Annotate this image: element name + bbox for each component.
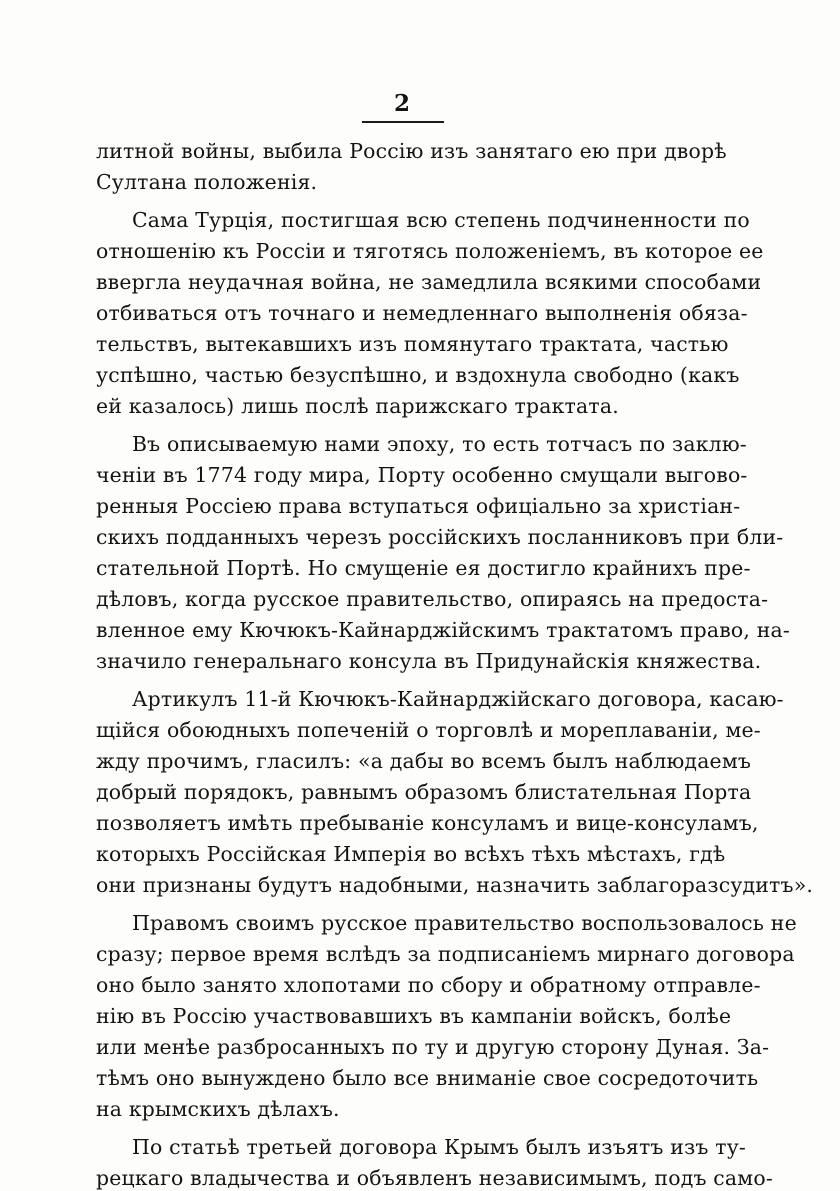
text-line: жду прочимъ, гласилъ: «а дабы во всемъ былъ наблюдаемъ (96, 749, 752, 773)
text-line: или менѣе разбросанныхъ по ту и другую сторону Дуная. За- (96, 1035, 770, 1059)
text-line: тельствъ, вытекавшихъ изъ помянутаго трактата, частью (96, 332, 729, 356)
text-line: Сама Турція, постигшая всю степень подчиненности по (132, 208, 750, 232)
text-line: они признаны будутъ надобными, назначить заблагоразсудитъ». (96, 873, 814, 897)
paragraph-gap (96, 422, 710, 429)
text-line: скихъ подданныхъ черезъ россійскихъ посланниковъ при бли- (96, 525, 784, 549)
body-text (96, 136, 814, 1191)
text-line: позволяетъ имѣть пребываніе консуламъ и вице-консуламъ, (96, 811, 759, 835)
text-line: отношенію къ Россіи и тяготясь положеніемъ, въ которое ее (96, 239, 764, 263)
text-line: оно было занято хлопотами по сбору и обратному отправле- (96, 973, 761, 997)
page-number: 2 (393, 90, 410, 117)
paragraph (96, 1132, 773, 1191)
text-line: значило генеральнаго консула въ Придунайскія княжества. (96, 649, 762, 673)
text-line: тѣмъ оно вынуждено было все вниманіе свое сосредоточить (96, 1066, 759, 1090)
text-line: ей казалось) лишь послѣ парижскаго трактата. (96, 394, 619, 418)
paragraph-gap (96, 198, 710, 205)
text-line: успѣшно, частью безуспѣшно, и вздохнула свободно (какъ (96, 363, 740, 387)
text-line: сразу; первое время вслѣдъ за подписаніемъ мирнаго договора (96, 942, 795, 966)
text-line: на крымскихъ дѣлахъ. (96, 1097, 340, 1121)
header-rule (362, 121, 444, 123)
text-line: Правомъ своимъ русское правительство воспользовалось не (132, 911, 797, 935)
paragraph-gap (96, 901, 710, 908)
text-line: рецкаго владычества и объявленъ независимымъ, подъ само- (96, 1166, 773, 1190)
text-line: литной войны, выбила Россію изъ занятаго ею при дворѣ (96, 139, 727, 163)
text-line: Султана положенія. (96, 170, 318, 194)
paragraph (96, 429, 791, 677)
text-line: ввергла неудачная война, не замедлила всякими способами (96, 270, 762, 294)
paragraph-gap (96, 677, 710, 684)
paragraph (96, 684, 814, 901)
text-line: отбиваться отъ точнаго и немедленнаго выполненія обяза- (96, 301, 748, 325)
paragraph (96, 205, 764, 422)
paragraph (96, 908, 797, 1125)
text-line: дѣловъ, когда русское правительство, опираясь на предоста- (96, 587, 769, 611)
text-line: ченіи въ 1774 году мира, Порту особенно смущали выгово- (96, 463, 748, 487)
text-line: нію въ Россію участвовавшихъ въ кампаніи войскъ, болѣе (96, 1004, 732, 1028)
text-line: Въ описываемую нами эпоху, то есть тотчасъ по заклю- (132, 432, 747, 456)
text-line: стательной Портѣ. Но смущеніе ея достигло крайнихъ пре- (96, 556, 751, 580)
text-line: По статьѣ третьей договора Крымъ былъ изъятъ изъ ту- (132, 1135, 747, 1159)
text-line: вленное ему Кючюкъ-Кайнарджійскимъ трактатомъ право, на- (96, 618, 791, 642)
text-line: добрый порядокъ, равнымъ образомъ блистательная Порта (96, 780, 752, 804)
text-line: которыхъ Россійская Имперія во всѣхъ тѣхъ мѣстахъ, гдѣ (96, 842, 726, 866)
paragraph-gap (96, 1125, 710, 1132)
text-line: Артикулъ 11-й Кючюкъ-Кайнарджійскаго договора, касаю- (132, 687, 784, 711)
paragraph (96, 136, 727, 198)
text-line: щійся обоюдныхъ попеченій о торговлѣ и мореплаваніи, ме- (96, 718, 761, 742)
text-line: ренныя Россіею права вступаться офиціально за христіан- (96, 494, 741, 518)
